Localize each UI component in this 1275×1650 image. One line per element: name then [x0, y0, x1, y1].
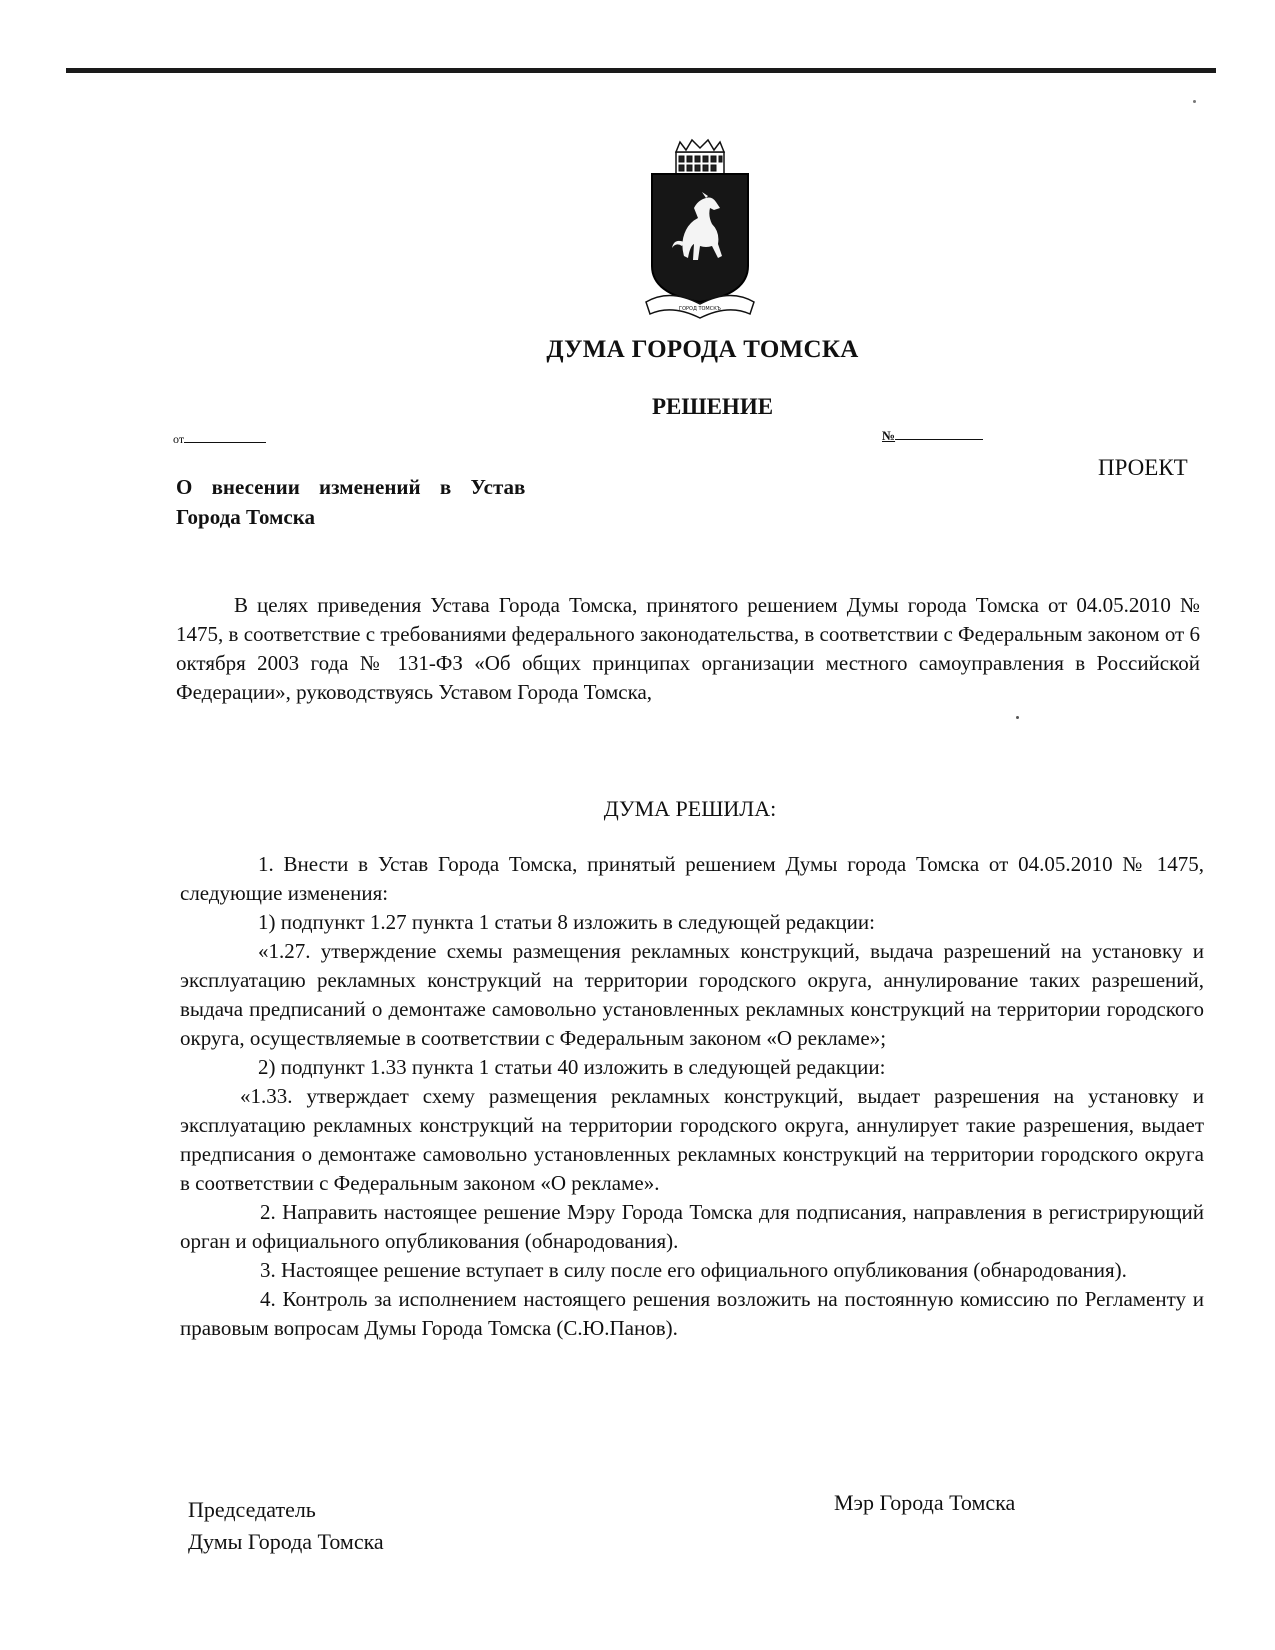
subject-heading: [176, 472, 596, 532]
chair-title-line-1: Председатель: [188, 1497, 316, 1522]
coat-of-arms-emblem: [640, 138, 760, 328]
item-1: 1. Внести в Устав Города Томска, принятый решением Думы города Томска от 04.05.2010 № 1475, следующие изменения:: [180, 852, 1204, 905]
item-3: 3. Настоящее решение вступает в силу после его официального опубликования (обнародования).: [260, 1258, 1127, 1282]
date-prefix: от: [173, 432, 185, 446]
item-4: 4. Контроль за исполнением настоящего решения возложить на постоянную комиссию по Регламенту и правовым вопросам Думы Города Томска (С.Ю.Панов).: [180, 1287, 1204, 1340]
number-field: [882, 428, 983, 444]
subject-line-2: Города Томска: [176, 505, 316, 529]
scan-speck: [1016, 716, 1019, 719]
draft-status: ПРОЕКТ: [1098, 455, 1188, 480]
quote-2: «1.33. утверждает схему размещения рекламных конструкций, выдает разрешения на установку и эксплуатацию рекламных конструкций на территории городского округа, аннулирует такие разрешения, выдает предписания о демонтаже самовольно установленных рекламных конструкций на территории городского округа в соответствии с Федеральным законом «О рекламе».: [180, 1084, 1204, 1195]
date-field: [173, 432, 266, 447]
number-blank: [895, 439, 983, 440]
subject-line-1: О внесении изменений в Устав: [176, 475, 526, 499]
organization-title: ДУМА ГОРОДА ТОМСКА: [546, 336, 859, 363]
chair-signature-block: [188, 1494, 384, 1558]
subitem-2: 2) подпункт 1.33 пункта 1 статьи 40 изложить в следующей редакции:: [258, 1055, 886, 1079]
date-blank: [184, 442, 266, 443]
top-rule: [66, 68, 1216, 73]
subitem-1: 1) подпункт 1.27 пункта 1 статьи 8 изложить в следующей редакции:: [258, 910, 875, 934]
number-prefix: №: [882, 428, 896, 443]
ribbon-text: ГОРОД ТОМСКЪ: [679, 306, 721, 312]
quote-1: «1.27. утверждение схемы размещения рекламных конструкций, выдача разрешений на установку и эксплуатацию рекламных конструкций на территории городского округа, аннулирование таких разрешений, выдача предписаний о демонтаже самовольно установленных рекламных конструкций на территории городского округа, осуществляемые в соответствии с Федеральным законом «О рекламе»;: [180, 939, 1204, 1050]
chair-title-line-2: Думы Города Томска: [188, 1529, 384, 1554]
resolution-items: [180, 850, 1204, 1343]
resolved-heading: ДУМА РЕШИЛА:: [603, 796, 777, 821]
item-2: 2. Направить настоящее решение Мэру Города Томска для подписания, направления в регистрирующий орган и официального опубликования (обнародования).: [180, 1200, 1204, 1253]
crown-icon: [676, 140, 724, 174]
document-type-title: РЕШЕНИЕ: [651, 394, 774, 419]
mayor-signature-block: Мэр Города Томска: [834, 1490, 1016, 1515]
scan-speck: [1193, 100, 1196, 103]
preamble-paragraph: В целях приведения Устава Города Томска, принятого решением Думы города Томска от 04.05.2010 № 1475, в соответствие с требованиями федерального законодательства, в соответствии с Федеральным законом от 6 октября 2003 года № 131-ФЗ «Об общих принципах организации местного самоуправления в Российской Федерации», руководствуясь Уставом Города Томска,: [176, 593, 1200, 704]
